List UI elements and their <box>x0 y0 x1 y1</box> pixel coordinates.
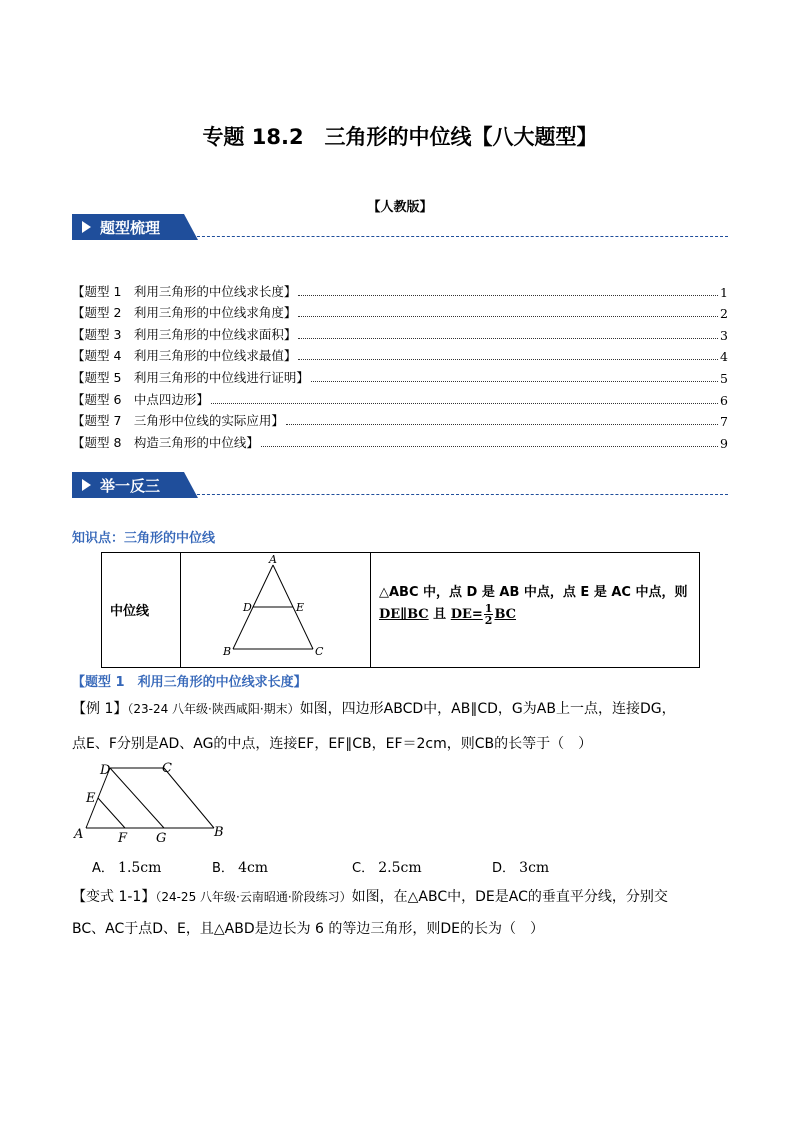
toc-leader <box>298 359 718 360</box>
example-1-line-2: 点E、F分别是AD、AG的中点，连接EF，EF∥CB，EF＝2cm，则CB的长等于（ ） <box>72 736 593 752</box>
toc-item[interactable] <box>72 408 728 430</box>
trapezoid-figure <box>70 758 240 850</box>
toc-item-label: 【题型 1 利用三角形的中位线求长度】 <box>72 283 297 299</box>
vertex-label: G <box>156 831 167 846</box>
section-divider <box>192 494 728 495</box>
toc-page-number: 2 <box>720 306 728 322</box>
toc-item[interactable] <box>72 364 728 386</box>
vertex-label: E <box>296 601 305 614</box>
option-d[interactable]: D． 3cm <box>492 860 550 876</box>
toc-item[interactable] <box>72 386 728 408</box>
toc-leader <box>286 424 718 425</box>
option-c[interactable]: C． 2.5cm <box>352 860 422 876</box>
toc-leader <box>298 338 718 339</box>
figure-cell <box>181 553 371 667</box>
vertex-label: F <box>118 831 128 846</box>
toc-leader <box>298 295 718 296</box>
page-title: 专题 18.2 三角形的中位线【八大题型】 <box>202 125 598 149</box>
variant-1-1-line-1: 【变式 1-1】（24-25 八年级·云南昭通·阶段练习）如图，在△ABC中，DE是AC的垂直平分线，分别交 <box>72 889 668 905</box>
variant-1-1-line-2: BC、AC于点D、E，且△ABD是边长为 6 的等边三角形，则DE的长为（ ） <box>72 921 545 937</box>
play-arrow-icon <box>82 221 91 233</box>
vertex-label: A <box>74 827 84 842</box>
toc-page-number: 3 <box>720 327 728 343</box>
toc-leader <box>261 446 718 447</box>
toc-page-number: 4 <box>720 349 728 365</box>
term-label: 中位线 <box>110 604 150 619</box>
section-divider <box>192 236 728 237</box>
toc-item[interactable] <box>72 278 728 300</box>
triangle-midline-figure <box>181 553 370 667</box>
toc-item-label: 【题型 8 构造三角形的中位线】 <box>72 434 259 450</box>
toc-page-number: 1 <box>720 284 728 300</box>
type1-heading: 【题型 1 利用三角形的中位线求长度】 <box>72 675 307 690</box>
section-header-overview <box>72 214 728 240</box>
vertex-label: E <box>86 791 96 806</box>
section-title: 举一反三 <box>100 477 161 495</box>
theorem-cell <box>371 553 699 667</box>
example-1-line-1: 【例 1】（23-24 八年级·陕西咸阳·期末）如图，四边形ABCD中，AB∥CD，G为AB上一点，连接DG， <box>72 701 676 717</box>
section-header-practice <box>72 472 728 498</box>
toc-leader <box>298 316 718 317</box>
vertex-label: D <box>243 601 252 614</box>
vertex-label: B <box>214 825 224 840</box>
toc-item[interactable] <box>72 321 728 343</box>
play-arrow-icon <box>82 479 91 491</box>
toc-page-number: 9 <box>720 435 728 451</box>
toc-item[interactable] <box>72 343 728 365</box>
fraction: $\frac{1}{2}$ <box>484 602 493 627</box>
section-title: 题型梳理 <box>100 219 161 237</box>
theorem-line: △ABC 中，点 D 是 AB 中点，点 E 是 AC 中点，则 <box>379 585 688 600</box>
toc-item-label: 【题型 4 利用三角形的中位线求最值】 <box>72 348 297 364</box>
option-b[interactable]: B． 4cm <box>212 860 269 876</box>
toc-item[interactable] <box>72 300 728 322</box>
toc-page-number: 7 <box>720 414 728 430</box>
toc-page-number: 5 <box>720 370 728 386</box>
theorem-conclusion: DE∥BC 且 DE= $\frac{1}{2}$ BC <box>379 602 517 627</box>
toc-leader <box>311 381 718 382</box>
vertex-label: C <box>315 645 324 658</box>
toc-page-number: 6 <box>720 392 728 408</box>
toc-item[interactable] <box>72 429 728 451</box>
toc-item-label: 【题型 7 三角形中位线的实际应用】 <box>72 413 284 429</box>
option-a[interactable]: A． 1.5cm <box>92 860 162 876</box>
vertex-label: C <box>162 761 172 776</box>
toc-item-label: 【题型 5 利用三角形的中位线进行证明】 <box>72 369 309 385</box>
vertex-label: A <box>269 553 277 566</box>
toc-item-label: 【题型 2 利用三角形的中位线求角度】 <box>72 305 297 321</box>
knowledge-table <box>101 552 700 668</box>
vertex-label: B <box>223 645 232 658</box>
toc-leader <box>211 403 718 404</box>
toc-item-label: 【题型 3 利用三角形的中位线求面积】 <box>72 326 297 342</box>
table-of-contents <box>72 278 728 451</box>
vertex-label: D <box>100 763 111 778</box>
edition-label: 【人教版】 <box>367 200 433 215</box>
term-cell <box>102 553 181 667</box>
toc-item-label: 【题型 6 中点四边形】 <box>72 391 209 407</box>
knowledge-heading: 知识点：三角形的中位线 <box>72 531 216 546</box>
